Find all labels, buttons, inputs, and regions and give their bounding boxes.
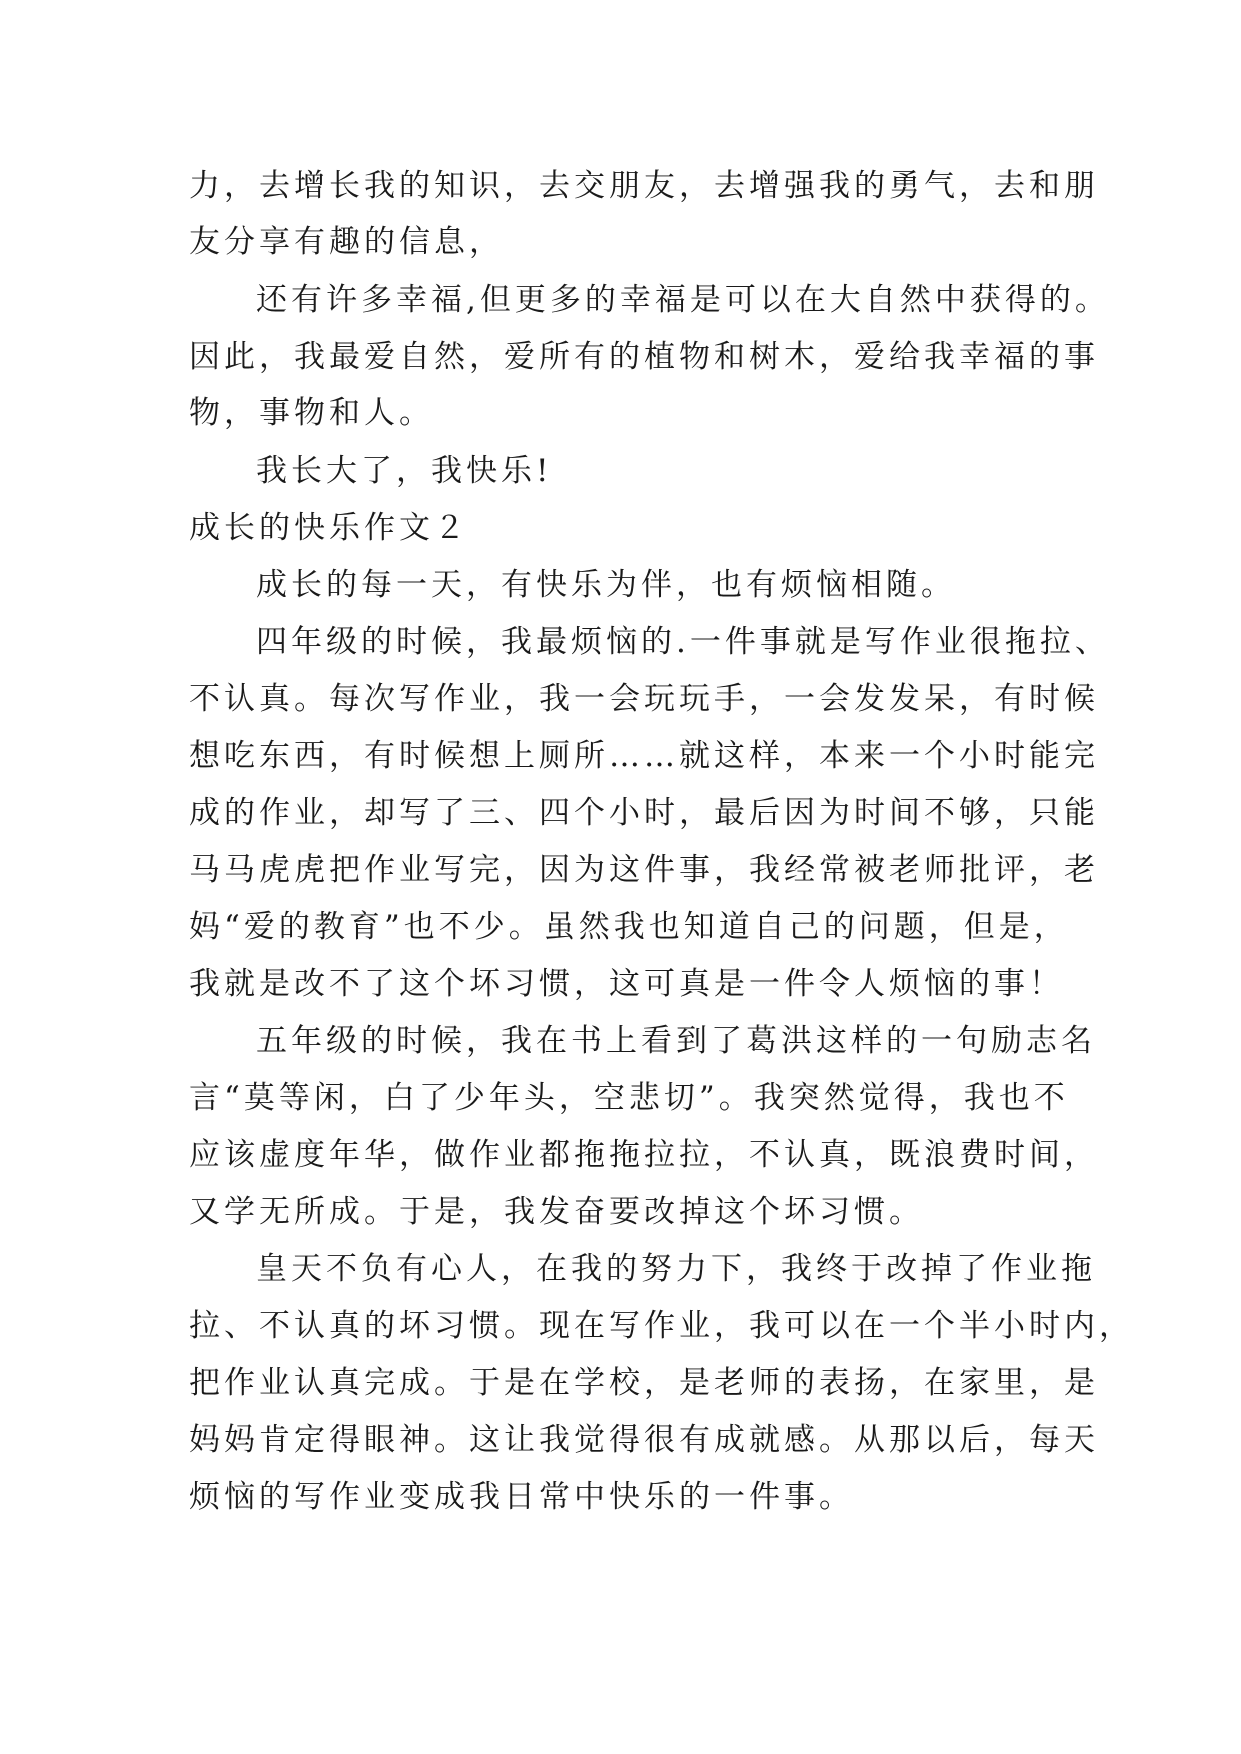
text-line: 想吃东西，有时候想上厕所……就这样，本来一个小时能完 bbox=[189, 738, 1099, 774]
paragraph-first-line: 皇天不负有心人，在我的努力下，我终于改掉了作业拖 bbox=[256, 1251, 1096, 1287]
section-heading: 成长的快乐作文２ bbox=[189, 510, 469, 546]
text-line: 成的作业，却写了三、四个小时，最后因为时间不够，只能 bbox=[189, 795, 1099, 831]
text-line: 力，去增长我的知识，去交朋友，去增强我的勇气，去和朋 bbox=[189, 168, 1099, 204]
paragraph-first-line: 还有许多幸福,但更多的幸福是可以在大自然中获得的。 bbox=[256, 282, 1110, 318]
text-line: 物，事物和人。 bbox=[189, 395, 434, 431]
text-line: 友分享有趣的信息， bbox=[189, 224, 504, 260]
text-line: 应该虚度年华，做作业都拖拖拉拉，不认真，既浪费时间， bbox=[189, 1137, 1099, 1173]
text-line: 妈妈肯定得眼神。这让我觉得很有成就感。从那以后，每天 bbox=[189, 1422, 1099, 1458]
text-line: 马马虎虎把作业写完，因为这件事，我经常被老师批评，老 bbox=[189, 852, 1099, 888]
text-line: 拉、不认真的坏习惯。现在写作业，我可以在一个半小时内， bbox=[189, 1308, 1134, 1344]
text-line: 我就是改不了这个坏习惯，这可真是一件令人烦恼的事！ bbox=[189, 966, 1064, 1002]
text-line: 因此，我最爱自然，爱所有的植物和树木，爱给我幸福的事 bbox=[189, 339, 1099, 375]
text-line: 把作业认真完成。于是在学校，是老师的表扬，在家里，是 bbox=[189, 1365, 1099, 1401]
paragraph-first-line: 我长大了，我快乐! bbox=[256, 453, 553, 489]
paragraph-first-line: 五年级的时候，我在书上看到了葛洪这样的一句励志名 bbox=[256, 1023, 1096, 1059]
text-line: 又学无所成。于是，我发奋要改掉这个坏习惯。 bbox=[189, 1194, 924, 1230]
paragraph-first-line: 成长的每一天，有快乐为伴，也有烦恼相随。 bbox=[256, 567, 956, 603]
text-line: 不认真。每次写作业，我一会玩玩手，一会发发呆，有时候 bbox=[189, 681, 1099, 717]
paragraph-first-line: 四年级的时候，我最烦恼的.一件事就是写作业很拖拉、 bbox=[256, 624, 1110, 660]
text-line: 烦恼的写作业变成我日常中快乐的一件事。 bbox=[189, 1479, 854, 1515]
text-line: 言“莫等闲，白了少年头，空悲切”。我突然觉得，我也不 bbox=[189, 1080, 1069, 1116]
text-line: 妈“爱的教育”也不少。虽然我也知道自己的问题，但是， bbox=[189, 909, 1069, 945]
